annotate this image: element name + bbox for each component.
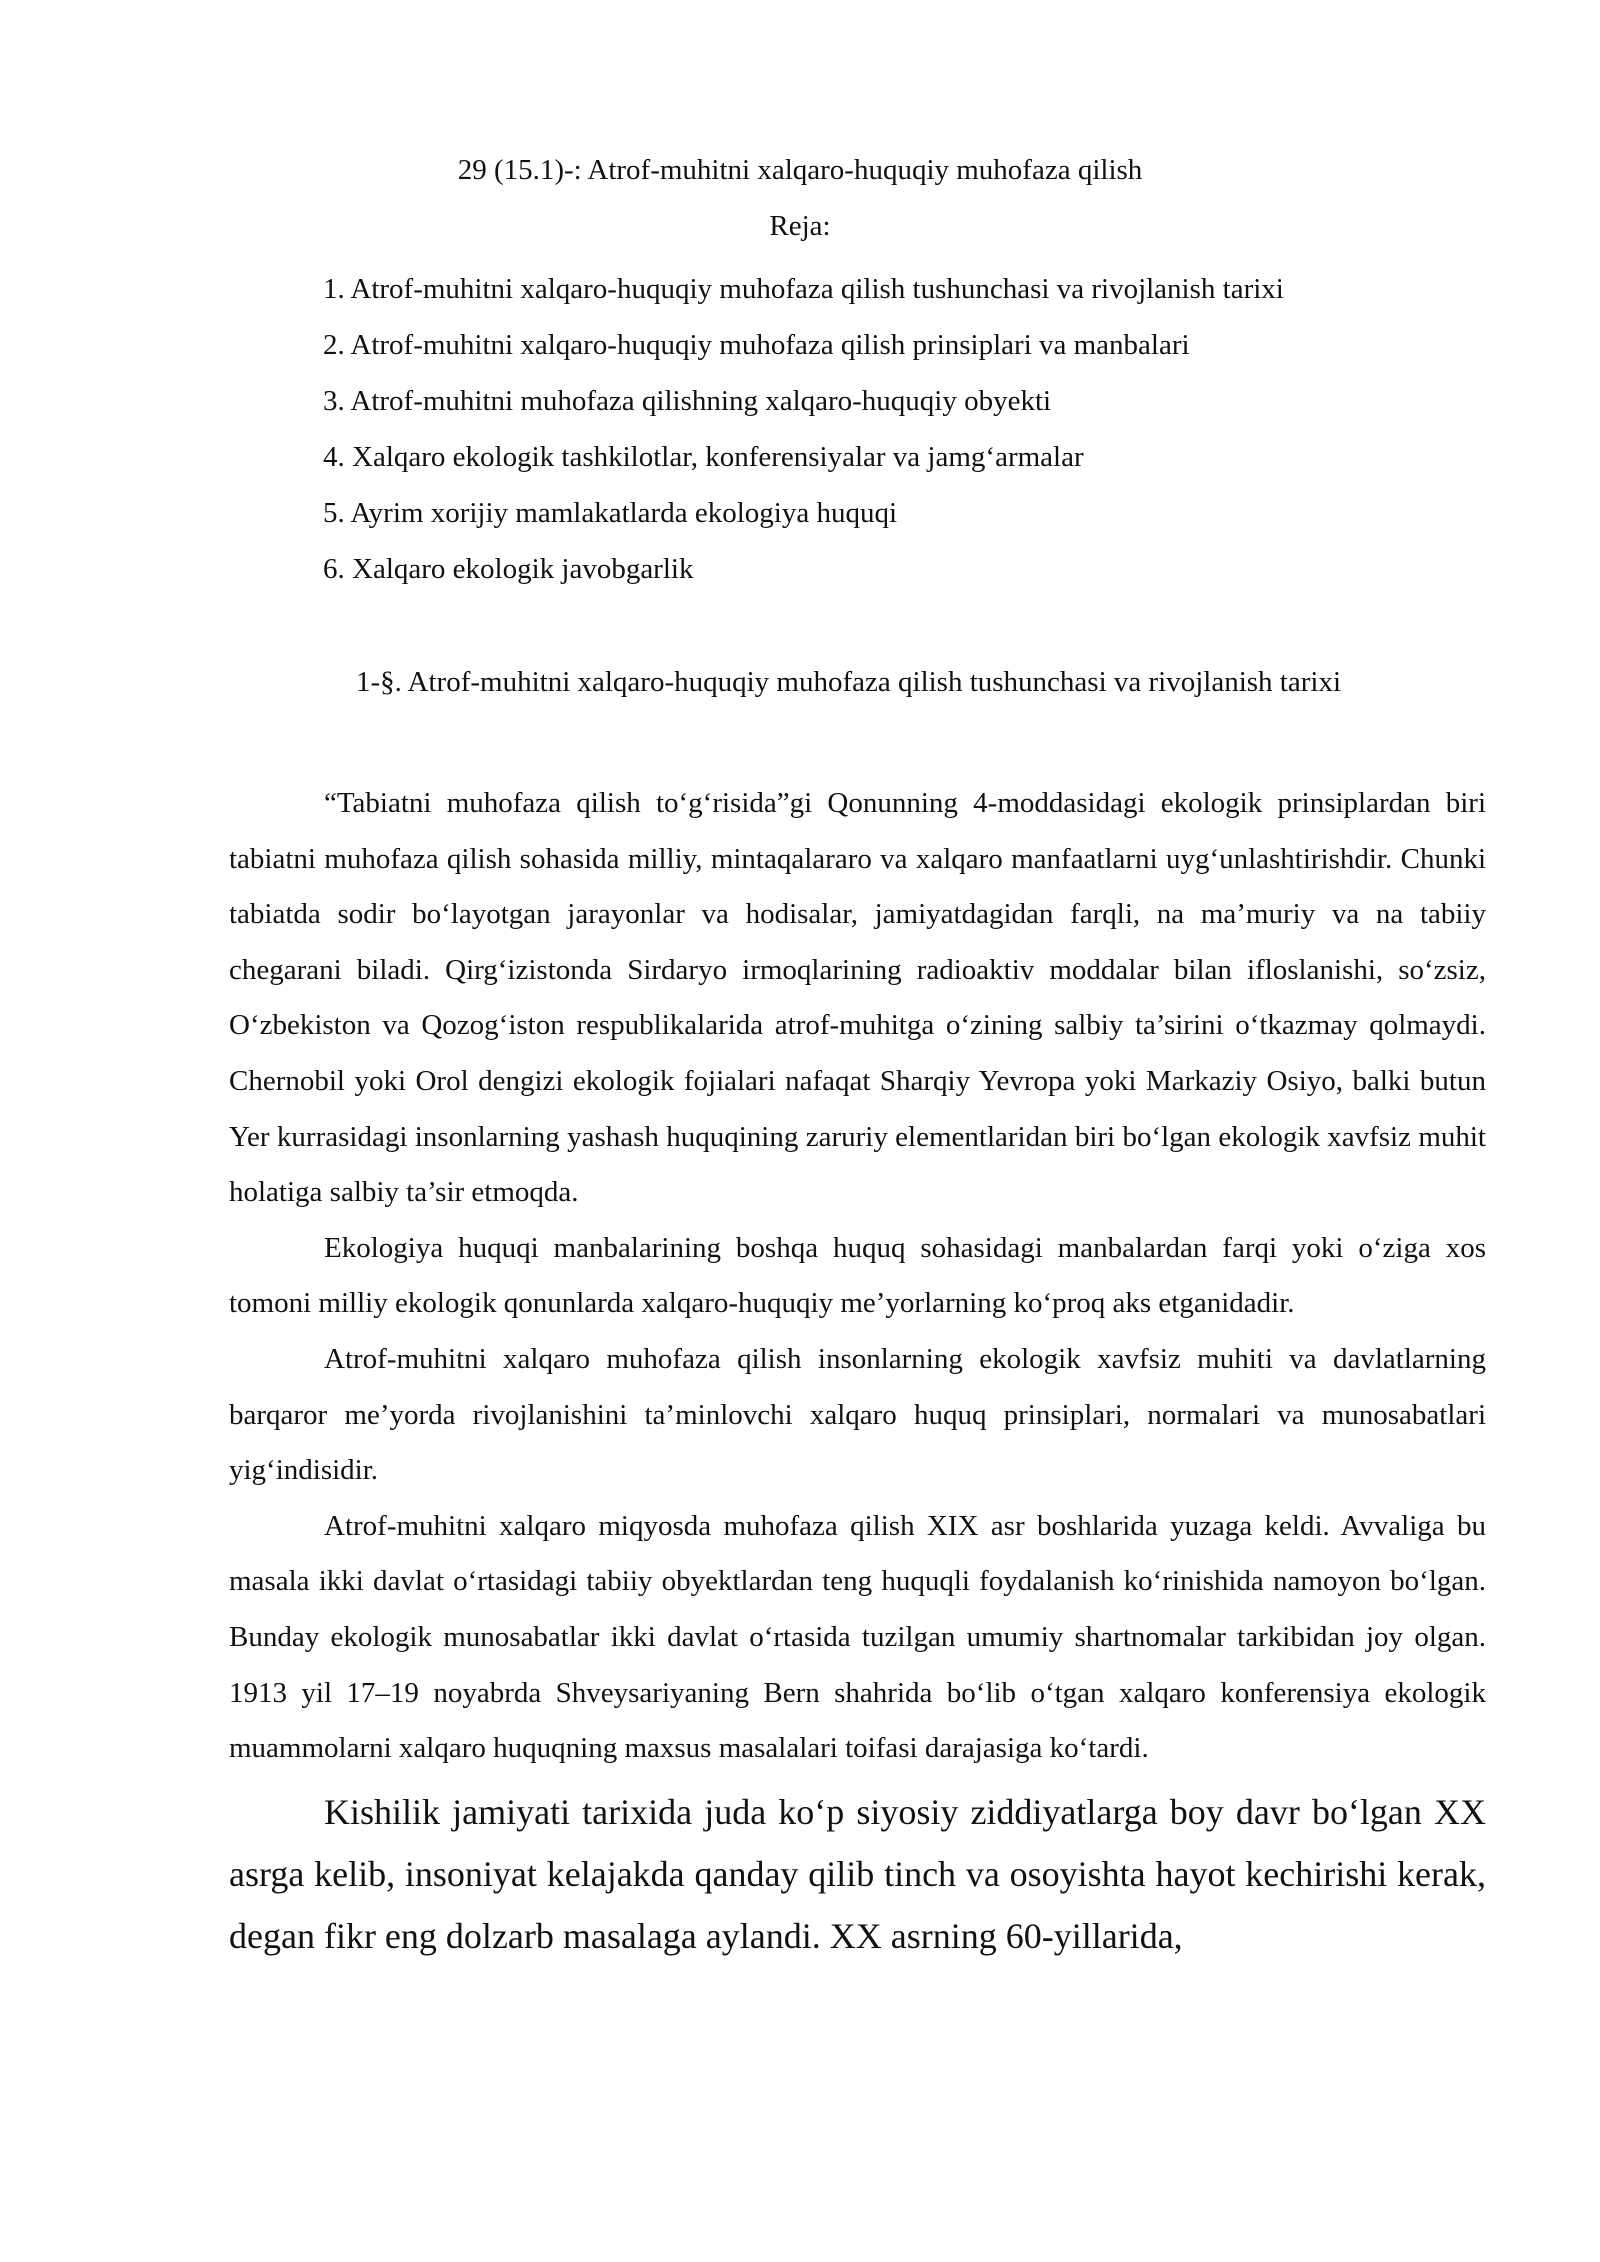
section-heading: 1-§. Atrof-muhitni xalqaro-huquqiy muhofaza qilish tushunchasi va rivojlanish tarixi [356, 666, 1342, 698]
plan-item: 2. Atrof-muhitni xalqaro-huquqiy muhofaza qilish prinsiplari va manbalari [323, 329, 1190, 361]
paragraph: “Tabiatni muhofaza qilish to‘g‘risida”gi Qonunning 4-moddasidagi ekologik prinsiplardan biri tabiatni muhofaza qilish sohasida milliy, mintaqalararo va xalqaro manfaatlarni uyg‘unlashtirishdir. Chunki tabiatda sodir bo‘layotgan jarayonlar va hodisalar, jamiyatdagidan farqli, na ma’muriy va na tabiiy chegarani biladi. Qirg‘izistonda Sirdaryo irmoqlarining radioaktiv moddalar bilan ifloslanishi, so‘zsiz, O‘zbekiston va Qozog‘iston respublikalarida atrof-muhitga o‘zining salbiy ta’sirini o‘tkazmay qolmaydi. Chernobil yoki Orol dengizi ekologik fojialari nafaqat Sharqiy Yevropa yoki Markaziy Osiyo, balki butun Yer kurrasidagi insonlarning yashash huquqining zaruriy elementlaridan biri bo‘lgan ekologik xavfsiz muhit holatiga salbiy ta’sir etmoqda. [229, 787, 1486, 1209]
plan-list [323, 261, 1473, 597]
plan-item: 6. Xalqaro ekologik javobgarlik [323, 553, 694, 585]
document-title: 29 (15.1)-: Atrof-muhitni xalqaro-huquqiy muhofaza qilish [457, 154, 1143, 186]
paragraph: Atrof-muhitni xalqaro muhofaza qilish insonlarning ekologik xavfsiz muhiti va davlatlarning barqaror me’yorda rivojlanishini ta’minlovchi xalqaro huquq prinsiplari, normalari va munosabatlari yig‘indisidir. [229, 1342, 1486, 1487]
plan-item: 1. Atrof-muhitni xalqaro-huquqiy muhofaza qilish tushunchasi va rivojlanish tarixi [323, 273, 1284, 305]
plan-item: 3. Atrof-muhitni muhofaza qilishning xalqaro-huquqiy obyekti [323, 385, 1052, 417]
paragraph: Atrof-muhitni xalqaro miqyosda muhofaza qilish XIX asr boshlarida yuzaga keldi. Avvaliga bu masala ikki davlat o‘rtasidagi tabiiy obyektlardan teng huquqli foydalanish ko‘rinishida namoyon bo‘lgan. Bunday ekologik munosabatlar ikki davlat o‘rtasida tuzilgan umumiy shartnomalar tarkibidan joy olgan. 1913 yil 17–19 noyabrda Shveysariyaning Bern shahrida bo‘lib o‘tgan xalqaro konferensiya ekologik muammolarni xalqaro huquqning maxsus masalalari toifasi darajasiga ko‘tardi. [229, 1509, 1486, 1765]
paragraph: Ekologiya huquqi manbalarining boshqa huquq sohasidagi manbalardan farqi yoki o‘ziga xos tomoni milliy ekologik qonunlarda xalqaro-huquqiy me’yorlarning ko‘proq aks etganidadir. [229, 1231, 1486, 1320]
plan-item: 5. Ayrim xorijiy mamlakatlarda ekologiya huquqi [323, 497, 897, 529]
paragraph: Kishilik jamiyati tarixida juda ko‘p siyosiy ziddiyatlarga boy davr bo‘lgan XX asrga kelib, insoniyat kelajakda qanday qilib tinch va osoyishta hayot kechirishi kerak, degan fikr eng dolzarb masalaga aylandi. XX asrning 60-yillarida, [229, 1791, 1486, 1956]
plan-title: Reja: [769, 210, 831, 242]
body-text [229, 776, 1486, 1967]
plan-item: 4. Xalqaro ekologik tashkilotlar, konferensiyalar va jamg‘armalar [323, 441, 1084, 473]
